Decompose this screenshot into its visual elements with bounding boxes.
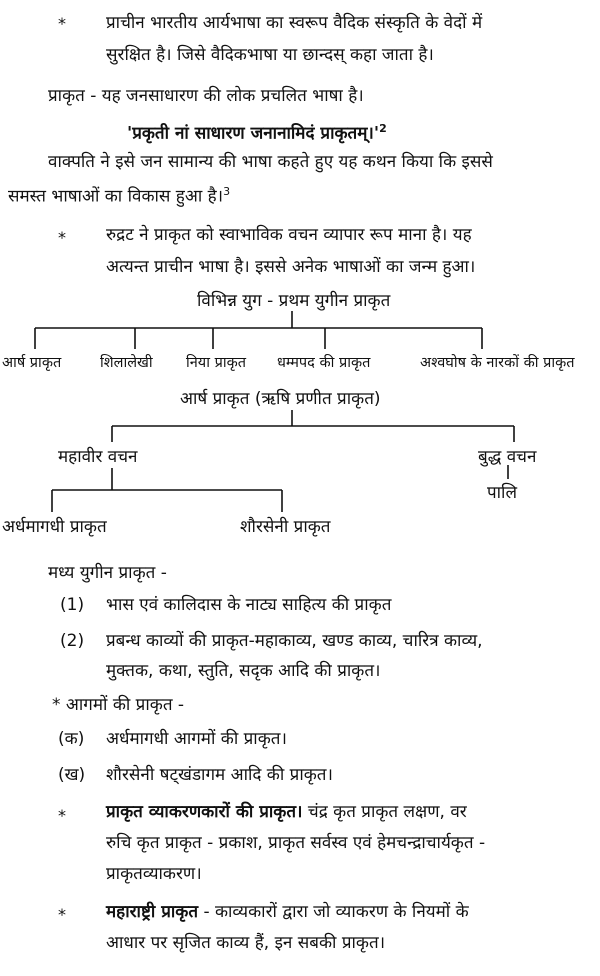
list-number: (2) xyxy=(60,631,85,651)
paragraph-line: प्राकृतव्याकरण। xyxy=(106,864,202,884)
paragraph-line: रुद्रट ने प्राकृत को स्वाभाविक वचन व्यापार रूप माना है। यह xyxy=(106,225,472,245)
paragraph-line xyxy=(106,799,467,825)
list-number: (1) xyxy=(60,595,85,615)
list-number: (ख) xyxy=(58,765,86,785)
tree-leaf: शिलालेखी xyxy=(100,355,153,371)
tree-node: बुद्ध वचन xyxy=(478,447,537,467)
list-item-text: भास एवं कालिदास के नाट्य साहित्य की प्राकृत xyxy=(106,595,392,615)
paragraph-line xyxy=(106,899,469,925)
list-item-text: मुक्तक, कथा, स्तुति, सदृक आदि की प्राकृत। xyxy=(106,661,381,681)
tree-node: पालि xyxy=(487,483,517,503)
paragraph-line: सुरक्षित है। जिसे वैदिकभाषा या छान्दस् कहा जाता है। xyxy=(106,45,434,65)
paragraph-line: वाक्पति ने इसे जन सामान्य की भाषा कहते हुए यह कथन किया कि इससे xyxy=(48,152,493,172)
quotation-text: 'प्रकृती नां साधारण जनानामिदं प्राकृतम्।' xyxy=(127,123,380,144)
paragraph-text: प्राकृत - यह जनसाधारण की लोक प्रचलित भाषा है। xyxy=(48,86,364,106)
bold-phrase: प्राकृत व्याकरणकारों की प्राकृत। xyxy=(106,802,303,822)
paragraph-line: रुचि कृत प्राकृत - प्रकाश, प्राकृत सर्वस्व एवं हेमचन्द्राचार्यकृत - xyxy=(106,833,486,853)
tree-root: विभिन्न युग - प्रथम युगीन प्राकृत xyxy=(197,291,391,311)
footnote-ref: 3 xyxy=(223,185,231,198)
tree-leaf: धम्मपद की प्राकृत xyxy=(277,355,371,371)
bullet-marker: * xyxy=(58,806,66,825)
tree-leaf: अश्वघोष के नारकों की प्राकृत xyxy=(420,355,575,371)
section-heading: * आगमों की प्राकृत - xyxy=(52,695,185,715)
tree-root: आर्ष प्राकृत (ऋषि प्रणीत प्राकृत) xyxy=(180,389,381,409)
bullet-marker: * xyxy=(58,905,66,924)
paragraph-line: प्राचीन भारतीय आर्यभाषा का स्वरूप वैदिक संस्कृति के वेदों में xyxy=(106,13,483,33)
bold-phrase: महाराष्ट्री प्राकृत xyxy=(106,902,199,922)
tree-node: महावीर वचन xyxy=(58,447,138,467)
footnote-ref: 2 xyxy=(379,122,387,135)
list-number: (क) xyxy=(58,729,85,749)
section-heading: मध्य युगीन प्राकृत - xyxy=(48,563,167,583)
paragraph-text: समस्त भाषाओं का विकास हुआ है। xyxy=(8,186,224,207)
bullet-marker: * xyxy=(58,228,66,247)
paragraph-line: आधार पर सृजित काव्य हैं, इन सबकी प्राकृत। xyxy=(106,933,386,953)
tree-leaf: आर्ष प्राकृत xyxy=(2,355,62,371)
tree-leaf: अर्धमागधी प्राकृत xyxy=(2,517,107,537)
list-item-text: शौरसेनी षट्खंडागम आदि की प्राकृत। xyxy=(106,765,333,785)
paragraph-text: चंद्र कृत प्राकृत लक्षण, वर xyxy=(307,802,467,822)
tree-leaf: शौरसेनी प्राकृत xyxy=(240,517,331,537)
bullet-marker: * xyxy=(58,14,66,33)
list-item-text: प्रबन्ध काव्यों की प्राकृत-महाकाव्य, खण्ड काव्य, चारित्र काव्य, xyxy=(106,631,483,651)
paragraph-line: अत्यन्त प्राचीन भाषा है। इससे अनेक भाषाओं का जन्म हुआ। xyxy=(106,257,476,277)
paragraph-text: - काव्यकारों द्वारा जो व्याकरण के नियमों के xyxy=(203,902,469,922)
tree-leaf: निया प्राकृत xyxy=(186,355,246,371)
list-item-text: अर्धमागधी आगमों की प्राकृत। xyxy=(106,729,287,749)
